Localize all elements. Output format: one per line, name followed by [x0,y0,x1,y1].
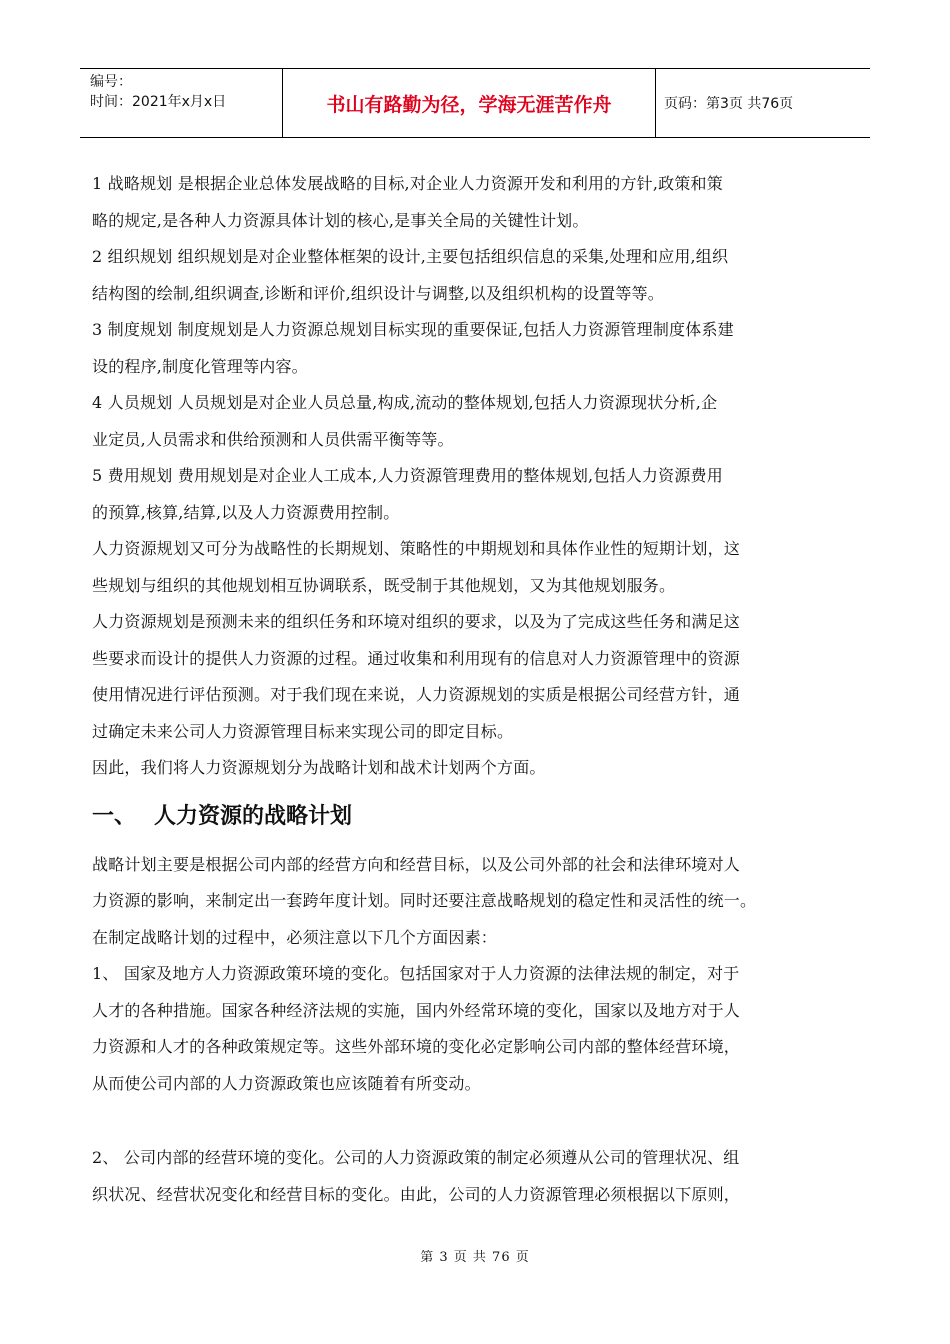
paragraph [92,956,860,1102]
section-paragraphs [92,847,860,1214]
text-line: 织状况、经营状况变化和经营目标的变化。由此，公司的人力资源管理必须根据以下原则， [92,1184,741,1204]
text-line: 3 制度规划 制度规划是人力资源总规划目标实现的重要保证,包括人力资源管理制度体系建 [92,320,734,339]
paragraph [92,750,860,787]
footer-page-number: 第 3 页 共 76 页 [420,1250,530,1265]
paragraph [92,312,860,385]
section-title: 人力资源的战略计划 [154,803,353,829]
document-header [80,68,870,138]
text-line: 使用情况进行评估预测。对于我们现在来说，人力资源规划的实质是根据公司经营方针，通 [92,685,741,704]
paragraph [92,531,860,604]
text-line: 1 战略规划 是根据企业总体发展战略的目标,对企业人力资源开发和利用的方针,政策和策 [92,174,723,193]
text-line: 些规划与组织的其他规划相互协调联系，既受制于其他规划，又为其他规划服务。 [92,575,676,595]
text-line: 的预算,核算,结算,以及人力资源费用控制。 [92,502,400,522]
text-line: 略的规定,是各种人力资源具体计划的核心,是事关全局的关键性计划。 [92,210,589,230]
header-meta [80,69,283,137]
blank-line [92,1102,860,1140]
paragraph [92,604,860,750]
text-line: 从而使公司内部的人力资源政策也应该随着有所变动。 [92,1073,481,1093]
page-info-text: 页码：第3页 共76页 [664,96,794,112]
text-line: 业定员,人员需求和供给预测和人员供需平衡等等。 [92,429,454,449]
paragraph [92,1140,860,1213]
text-line: 结构图的绘制,组织调查,诊断和评价,组织设计与调整,以及组织机构的设置等等。 [92,283,664,303]
header-page-info [656,69,870,137]
text-line: 些要求而设计的提供人力资源的过程。通过收集和利用现有的信息对人力资源管理中的资源 [92,648,741,668]
text-line: 战略计划主要是根据公司内部的经营方向和经营目标，以及公司外部的社会和法律环境对人 [92,854,741,874]
section-number: 一、 [92,803,137,829]
time-label: 时间：2021年x月x日 [90,94,227,110]
text-line: 过确定未来公司人力资源管理目标来实现公司的即定目标。 [92,721,514,741]
text-line: 人才的各种措施。国家各种经济法规的实施，国内外经常环境的变化，国家以及地方对于人 [92,1000,741,1020]
document-body [92,166,860,1213]
text-line: 设的程序,制度化管理等内容。 [92,356,308,376]
text-line: 在制定战略计划的过程中，必须注意以下几个方面因素： [92,927,498,947]
paragraph [92,458,860,531]
paragraph [92,166,860,239]
paragraph [92,239,860,312]
text-line: 5 费用规划 费用规划是对企业人工成本,人力资源管理费用的整体规划,包括人力资源费用 [92,466,723,485]
text-line: 4 人员规划 人员规划是对企业人员总量,构成,流动的整体规划,包括人力资源现状分析,企 [92,393,718,412]
paragraph [92,847,860,957]
text-line: 因此，我们将人力资源规划分为战略计划和战术计划两个方面。 [92,758,546,777]
text-line: 人力资源规划又可分为战略性的长期规划、策略性的中期规划和具体作业性的短期计划，这 [92,539,741,558]
motto-text: 书山有路勤为径，学海无涯苦作舟 [326,93,612,116]
text-line: 2 组织规划 组织规划是对企业整体框架的设计,主要包括组织信息的采集,处理和应用,组织 [92,247,729,266]
text-line: 2、 公司内部的经营环境的变化。公司的人力资源政策的制定必须遵从公司的管理状况、组 [92,1148,740,1167]
text-line: 1、 国家及地方人力资源政策环境的变化。包括国家对于人力资源的法律法规的制定，对于 [92,964,740,983]
text-line: 力资源和人才的各种政策规定等。这些外部环境的变化必定影响公司内部的整体经营环境， [92,1037,741,1056]
text-line: 人力资源规划是预测未来的组织任务和环境对组织的要求，以及为了完成这些任务和满足这 [92,612,741,631]
intro-paragraphs [92,166,860,787]
paragraph [92,385,860,458]
text-line: 力资源的影响，来制定出一套跨年度计划。同时还要注意战略规划的稳定性和灵活性的统一。 [92,891,757,910]
page-footer [0,1246,950,1265]
number-label: 编号： [90,74,132,90]
header-motto [283,69,656,137]
section-heading [92,787,860,847]
